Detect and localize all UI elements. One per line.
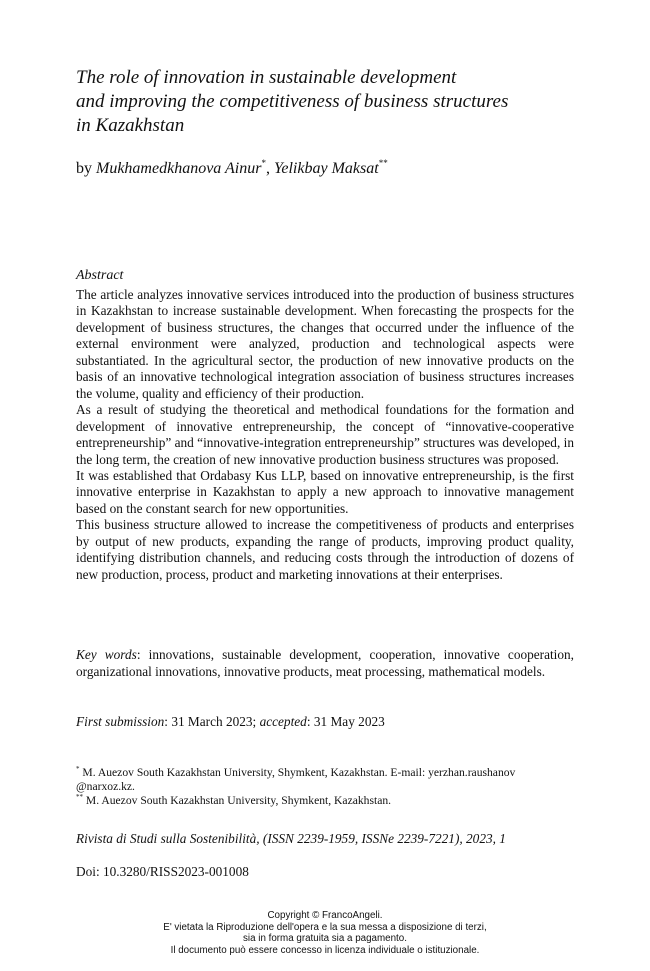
author-footnote-mark-1: * <box>261 158 266 168</box>
author-name-1: Mukhamedkhanova Ainur <box>96 160 262 177</box>
footnotes <box>76 766 574 809</box>
copyright-line-1: Copyright © FrancoAngeli. <box>267 910 383 921</box>
footnote-text-1: M. Auezov South Kazakhstan University, Shymkent, Kazakhstan. E-mail: yerzhan.raushanov @narxoz.kz. <box>76 766 516 794</box>
footnote-text-2: M. Auezov South Kazakhstan University, Shymkent, Kazakhstan. <box>83 794 392 808</box>
footnote-2 <box>76 794 574 808</box>
footnote-mark-1: * <box>76 765 80 773</box>
copyright-line-3: sia in forma gratuita sia a pagamento. <box>243 933 407 945</box>
keywords <box>76 647 574 681</box>
journal-citation: Rivista di Studi sulla Sostenibilità, (ISSN 2239-1959, ISSNe 2239-7221), 2023, 1 <box>76 831 506 846</box>
title-line-2: and improving the competitiveness of business structures <box>76 91 509 112</box>
footnote-1 <box>76 766 574 794</box>
abstract-paragraph: As a result of studying the theoretical and methodical foundations for the formation and development of innovative entrepreneurship, the concept of “innovative-cooperative entrepreneurship” and “innovative-integration entrepreneurship” structures was developed, in the long term, the creation of new innovative production business structures was proposed. <box>76 402 574 467</box>
first-submission-label: First submission <box>76 714 165 729</box>
accepted-label: accepted <box>259 714 307 729</box>
keywords-label: Key words <box>76 647 137 662</box>
abstract-paragraph: This business structure allowed to increase the competitiveness of products and enterprises by output of new products, expanding the range of products, improving product quality, identifying distribution channels, and reducing costs through the introduction of dozens of new production, process, product and marketing innovations at their enterprises. <box>76 517 574 582</box>
abstract-paragraph: The article analyzes innovative services introduced into the production of business structures in Kazakhstan to increase sustainable development. When forecasting the prospects for the development of business structures, the changes that occurred under the influence of the external environment were analyzed, production and technological aspects were substantiated. In the agricultural sector, the production of new innovative products on the basis of an innovative technological integration association of business structures increases the volume, quality and efficiency of their production. <box>76 287 574 401</box>
footnote-mark-2: ** <box>76 793 83 802</box>
abstract-heading: Abstract <box>76 268 124 283</box>
title-line-1: The role of innovation in sustainable development <box>76 67 457 88</box>
copyright-notice <box>0 910 650 956</box>
submission-dates <box>76 714 385 730</box>
author-name-2: Yelikbay Maksat <box>273 160 379 177</box>
doi: Doi: 10.3280/RISS2023-001008 <box>76 864 249 879</box>
copyright-line-2: E' vietata la Riproduzione dell'opera e la sua messa a disposizione di terzi, <box>163 921 487 933</box>
title-line-3: in Kazakhstan <box>76 115 185 136</box>
author-footnote-mark-2: ** <box>378 158 388 168</box>
abstract-paragraph: It was established that Ordabasy Kus LLP, based on innovative entrepreneurship, is the first innovative enterprise in Kazakhstan to apply a new approach to innovative management based on the constant search for new opportunities. <box>76 467 574 516</box>
first-submission-date: : 31 March 2023; <box>164 714 260 729</box>
keywords-text: : innovations, sustainable development, cooperation, innovative cooperation, organizational innovations, innovative products, meat processing, mathematical models. <box>76 647 575 679</box>
author-byline <box>76 160 388 178</box>
abstract-body <box>76 287 574 583</box>
copyright-line-4: Il documento può essere concesso in licenza individuale o istituzionale. <box>170 944 480 956</box>
byline-prefix: by <box>76 160 92 177</box>
article-title <box>76 66 596 138</box>
accepted-date: : 31 May 2023 <box>306 714 385 729</box>
author-separator: , <box>265 160 270 177</box>
